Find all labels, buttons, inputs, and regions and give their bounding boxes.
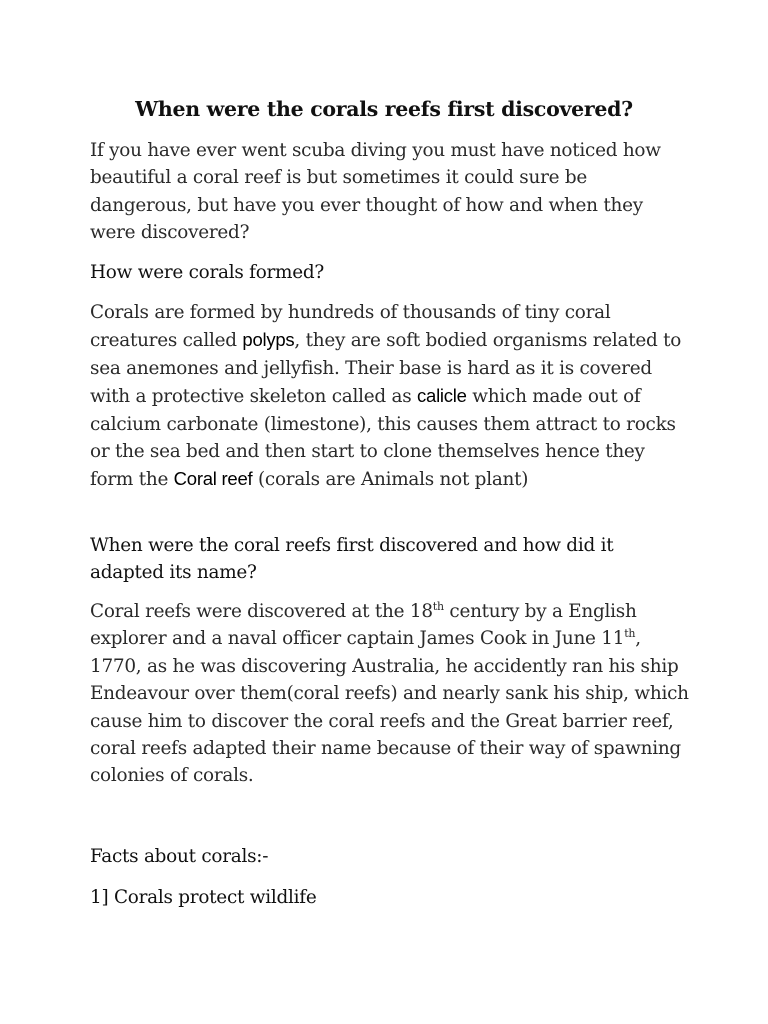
discovered-text-3: , 1770, as he was discovering Australia, he accidently ran his ship Endeavour over them(coral reefs) and nearly sank his ship, which cause him to discover the coral reefs and the Great barrier reef, coral reefs adapted their name because of their way of spawning colonies of corals. (90, 628, 689, 787)
term-polyps: polyps (242, 329, 295, 351)
fact-list-item: 1] Corals protect wildlife (90, 887, 317, 908)
formed-text-3: which made out of calcium carbonate (limestone), this causes them attract to rocks or the sea bed and then start to clone themselves hence they form the (90, 386, 676, 491)
section-heading-formed: How were corals formed? (90, 262, 325, 283)
formed-text-2: , they are soft bodied organisms related to sea anemones and jellyfish. Their base is hard as it is covered with a protective skeleton called as (90, 330, 682, 408)
formed-paragraph (90, 299, 690, 494)
term-coral-reef: Coral reef (173, 468, 253, 490)
superscript-th-date: th (624, 627, 636, 641)
intro-paragraph: If you have ever went scuba diving you must have noticed how beautiful a coral reef is but sometimes it could sure be dangerous, but have you ever thought of how and when they were discovered? (90, 140, 661, 244)
discovered-text-1: Coral reefs were discovered at the 18 (90, 601, 433, 622)
formed-text-4: (corals are Animals not plant) (252, 469, 529, 491)
section-heading-discovered: When were the coral reefs first discovered and how did it adapted its name? (90, 535, 614, 584)
facts-heading: Facts about corals:- (90, 846, 269, 867)
formed-text-1: Corals are formed by hundreds of thousands of tiny coral creatures called (90, 302, 611, 352)
superscript-th-century: th (432, 599, 444, 613)
discovered-paragraph (90, 598, 690, 790)
term-calicle: calicle (417, 385, 467, 407)
discovered-text-2: century by a English explorer and a naval officer captain James Cook in June 11 (90, 601, 637, 650)
page-title: When were the corals reefs first discovered? (135, 97, 633, 121)
